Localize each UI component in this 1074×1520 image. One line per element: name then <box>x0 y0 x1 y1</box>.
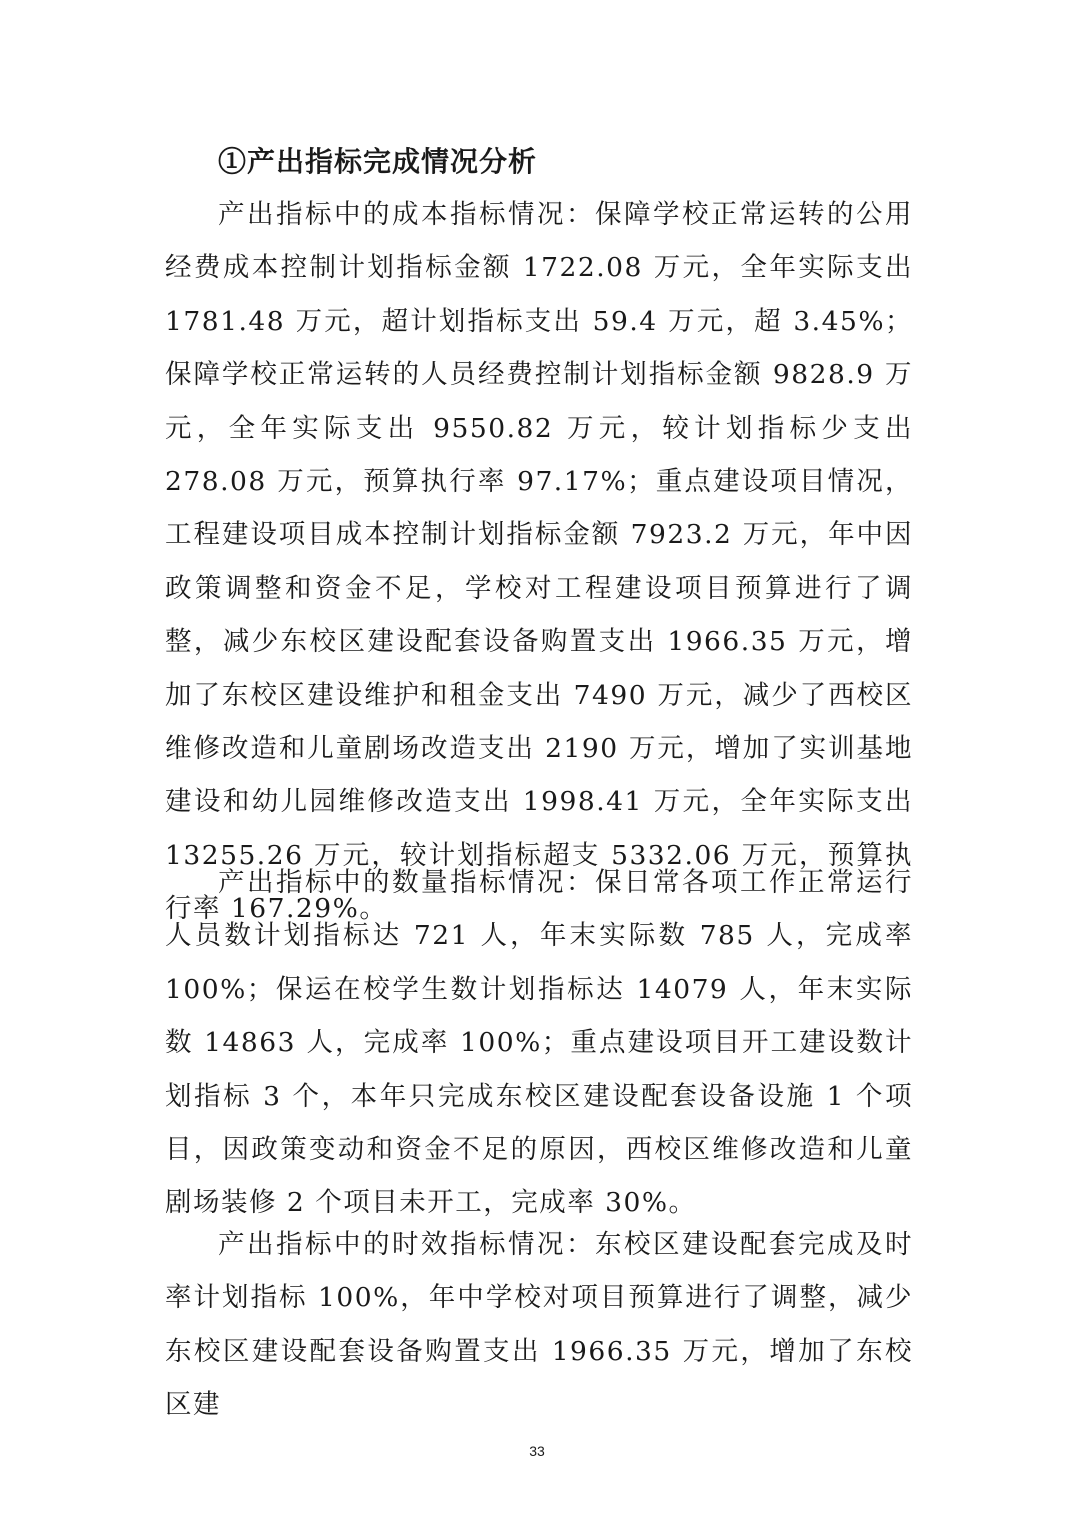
section-heading: ①产出指标完成情况分析 <box>218 145 538 178</box>
paragraph-timeliness-indicators: 产出指标中的时效指标情况：东校区建设配套完成及时率计划指标 100%，年中学校对项目预算进行了调整，减少东校区建设配套设备购置支出 1966.35 万元，增加了东校区建 <box>165 1229 913 1421</box>
paragraph-quantity-indicators: 产出指标中的数量指标情况：保日常各项工作正常运行人员数计划指标达 721 人，年末实际数 785 人，完成率 100%；保运在校学生数计划指标达 14079 人，年末实际数 14863 人，完成率 100%；重点建设项目开工建设数计划指标 3 个，本年只完成东校区建设配套设备设施 1 个项目，因政策变动和资金不足的原因，西校区维修改造和儿童剧场装修 2 个项目未开工，完成率 30%。 <box>165 867 913 1219</box>
paragraph-cost-indicators: 产出指标中的成本指标情况：保障学校正常运转的公用经费成本控制计划指标金额 1722.08 万元，全年实际支出 1781.48 万元，超计划指标支出 59.4 万元，超 3.45%；保障学校正常运转的人员经费控制计划指标金额 9828.9 万元，全年实际支出 9550.82 万元，较计划指标少支出 278.08 万元，预算执行率 97.17%；重点建设项目情况，工程建设项目成本控制计划指标金额 7923.2 万元，年中因政策调整和资金不足，学校对工程建设项目预算进行了调整，减少东校区建设配套设备购置支出 1966.35 万元，增加了东校区建设维护和租金支出 7490 万元，减少了西校区维修改造和儿童剧场改造支出 2190 万元，增加了实训基地建设和幼儿园维修改造支出 1998.41 万元，全年实际支出 13255.26 万元，较计划指标超支 5332.06 万元，预算执行率 167.29%。 <box>165 199 913 925</box>
page-number: 33 <box>529 1443 545 1459</box>
